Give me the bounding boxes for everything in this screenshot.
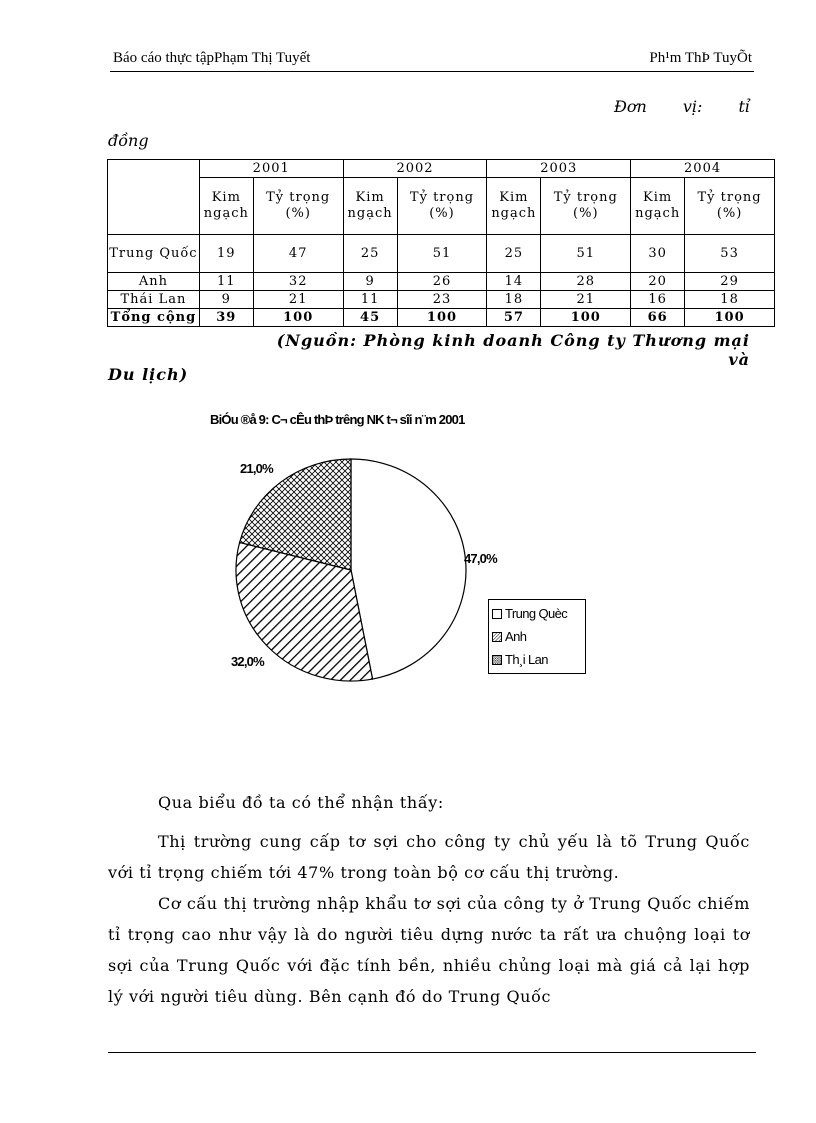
unit-label-line2: đồng (108, 131, 149, 150)
table-cell: 16 (631, 291, 685, 309)
table-cell: 30 (631, 235, 685, 273)
paragraph: Qua biểu đồ ta có thể nhận thấy: (158, 793, 444, 812)
table-cell: 9 (199, 291, 253, 309)
table-cell: 100 (541, 309, 631, 327)
pie-slice-trung-quoc (351, 459, 466, 679)
sub-header-ty: Tỷ trọng (%) (253, 178, 343, 235)
table-cell: 32 (253, 273, 343, 291)
source-note-line1: (Nguồn: Phòng kinh doanh Công ty Thương mại và (276, 331, 750, 369)
table-cell: 11 (199, 273, 253, 291)
table-cell: 51 (541, 235, 631, 273)
legend-item (492, 648, 585, 671)
table-cell: 21 (541, 291, 631, 309)
table-cell: 21 (253, 291, 343, 309)
legend-item (492, 602, 585, 625)
unit-word-1: Đơn (614, 97, 647, 116)
year-header: 2002 (343, 160, 487, 178)
table-cell: 100 (253, 309, 343, 327)
row-label: Tổng cộng (108, 309, 200, 327)
table-cell: 26 (397, 273, 487, 291)
chart-legend (488, 599, 586, 674)
table-cell: 18 (685, 291, 775, 309)
legend-swatch-crosshatch (492, 655, 502, 665)
pie-label-trung-quoc: 47,0% (464, 551, 497, 566)
unit-word-3: tỉ (738, 97, 750, 116)
table-cell: 53 (685, 235, 775, 273)
table-cell: 18 (487, 291, 541, 309)
row-label: Trung Quốc (108, 235, 200, 273)
table-cell: 51 (397, 235, 487, 273)
table-cell: 100 (397, 309, 487, 327)
header-right: Ph¹m ThÞ TuyÕt (649, 50, 752, 66)
sub-header-ty: Tỷ trọng (%) (685, 178, 775, 235)
legend-label: Anh (505, 629, 527, 644)
table-cell: 11 (343, 291, 397, 309)
table-cell: 19 (199, 235, 253, 273)
table-cell: 9 (343, 273, 397, 291)
pie-label-thai-lan: 21,0% (240, 461, 273, 476)
sub-header-kim: Kim ngạch (631, 178, 685, 235)
legend-swatch-diagonal (492, 632, 502, 642)
year-header: 2003 (487, 160, 631, 178)
legend-label: Th¸i Lan (505, 652, 548, 667)
legend-item (492, 625, 585, 648)
source-note-line2: Du lịch) (108, 365, 189, 384)
table-cell: 45 (343, 309, 397, 327)
legend-swatch-plain (492, 609, 502, 619)
table-cell: 23 (397, 291, 487, 309)
table-cell: 66 (631, 309, 685, 327)
sub-header-ty: Tỷ trọng (%) (541, 178, 631, 235)
table-cell: 39 (199, 309, 253, 327)
year-header: 2001 (199, 160, 343, 178)
unit-word-2: vị: (682, 97, 703, 116)
table-cell: 20 (631, 273, 685, 291)
year-header: 2004 (631, 160, 775, 178)
pie-label-anh: 32,0% (231, 654, 264, 669)
table-cell: 47 (253, 235, 343, 273)
sub-header-kim: Kim ngạch (487, 178, 541, 235)
table-cell: 14 (487, 273, 541, 291)
sub-header-kim: Kim ngạch (343, 178, 397, 235)
table-cell: 25 (343, 235, 397, 273)
legend-label: Trung Quèc (505, 606, 568, 621)
sub-header-kim: Kim ngạch (199, 178, 253, 235)
table-cell: 25 (487, 235, 541, 273)
table-cell: 57 (487, 309, 541, 327)
chart-title: BiÓu ®å 9: C¬ cÊu thÞ trêng NK t¬ sîi n¨m 2001 (210, 412, 465, 427)
sub-header-ty: Tỷ trọng (%) (397, 178, 487, 235)
header-left: Báo cáo thực tậpPhạm Thị Tuyết (113, 50, 311, 66)
row-label: Thái Lan (108, 291, 200, 309)
row-label: Anh (108, 273, 200, 291)
table-cell: 29 (685, 273, 775, 291)
footer-divider (108, 1052, 756, 1053)
table-cell: 100 (685, 309, 775, 327)
paragraph: Thị trường cung cấp tơ sợi cho công ty chủ yếu là tõ Trung Quốc với tỉ trọng chiếm tới 47% trong toàn bộ cơ cấu thị trường. (108, 832, 750, 882)
paragraph: Cơ cấu thị trường nhập khẩu tơ sợi của công ty ở Trung Quốc chiếm tỉ trọng cao như vậy là do người tiêu dựng nước ta rất ưa chuộng loại tơ sợi của Trung Quốc với đặc tính bền, nhiều chủng loại mà giá cả lại hợp lý với người tiêu dùng. Bên cạnh đó do Trung Quốc (108, 894, 750, 1006)
table-cell: 28 (541, 273, 631, 291)
